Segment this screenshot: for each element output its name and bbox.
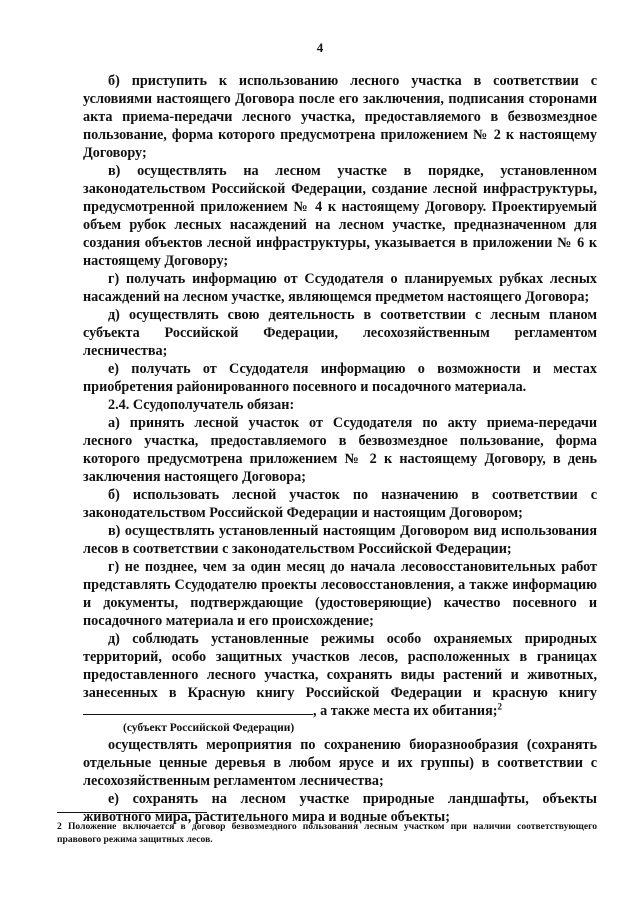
paragraph-2-4-g: г) не позднее, чем за один месяц до начала лесовосстановительных работ представлять Ссудодателю проекты лесовосстановления, а также информацию и документы, подтверждающие (удостоверяющие) качество посевного и посадочного материала и его происхождение; [83,559,597,629]
paragraph-2-4-a: а) принять лесной участок от Ссудодателя по акту приема-передачи лесного участка, предоставляемого в безвозмездное пользование, форма которого предусмотрена приложением № 2 к настоящему Договору, в день заключения настоящего Договора; [83,415,597,485]
footnote-ref: 2 [497,701,502,712]
paragraph-2-4-d [83,630,597,720]
paragraph-2-4-d-text: д) соблюдать установленные режимы особо охраняемых природных территорий, особо защитных участков лесов, расположенных в границах предоставленного лесного участка, сохранять виды растений и животных, занесенных в Красную книгу Российской Федерации и красную книгу [83,631,597,701]
section-2-4-heading: 2.4. Ссудополучатель обязан: [108,397,295,413]
paragraph-g: г) получать информацию от Ссудодателя о планируемых рубках лесных насаждений на лесном участке, являющемся предметом настоящего Договора; [83,271,597,305]
paragraph-2-4-d-tail: , а также места их обитания; [313,703,498,719]
footnote-number: 2 [57,821,62,832]
document-body [83,72,597,826]
paragraph-2-4-e: е) сохранять на лесном участке природные ландшафты, объекты животного мира, растительного мира и водные объекты; [83,791,597,825]
footnote [57,820,597,846]
footnote-text: Положение включается в договор безвозмездного пользования лесным участком при наличии соответствующего правового режима защитных лесов. [57,821,597,845]
paragraph-2-4-bio: осуществлять мероприятия по сохранению биоразнообразия (сохранять отдельные ценные деревья в любом ярусе и их группы) в соответствии с лесохозяйственным регламентом лесничества; [83,737,597,789]
paragraph-d: д) осуществлять свою деятельность в соответствии с лесным планом субъекта Российской Федерации, лесохозяйственным регламентом лесничества; [83,307,597,359]
paragraph-e: е) получать от Ссудодателя информацию о возможности и местах приобретения районированного посевного и посадочного материала. [83,361,597,395]
subject-caption: (субъект Российской Федерации) [123,722,295,734]
paragraph-2-4-b: б) использовать лесной участок по назначению в соответствии с законодательством Российской Федерации и настоящим Договором; [83,487,597,521]
page-number: 4 [316,40,324,55]
paragraph-b: б) приступить к использованию лесного участка в соответствии с условиями настоящего Договора после его заключения, подписания сторонами акта приема-передачи лесного участка, предоставляемого в безвозмездное пользование, форма которого предусмотрена приложением № 2 к настоящему Договору; [83,73,597,161]
paragraph-v: в) осуществлять на лесном участке в порядке, установленном законодательством Российской Федерации, создание лесной инфраструктуры, предусмотренной приложением № 4 к настоящему Договору. Проектируемый объем рубок лесных насаждений на лесном участке, предназначенном для создания объектов лесной инфраструктуры, указывается в приложении № 6 к настоящему Договору; [83,163,597,269]
fill-in-blank [83,702,313,715]
footnote-divider [57,812,207,813]
paragraph-2-4-v: в) осуществлять установленный настоящим Договором вид использования лесов в соответствии с законодательством Российской Федерации; [83,523,597,557]
